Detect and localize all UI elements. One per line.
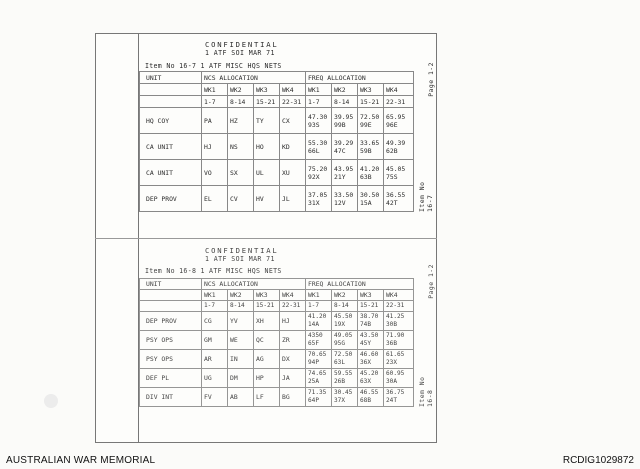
- table-row: [140, 312, 414, 331]
- freq-range: 8-14: [332, 96, 358, 108]
- section-divider: [95, 238, 437, 239]
- ncs-cell: XH: [254, 312, 280, 331]
- ncs-cell: DX: [280, 350, 306, 369]
- ncs-cell: TY: [254, 108, 280, 134]
- freq-cell: 55.30 66L: [306, 134, 332, 160]
- freq-cell: 43.50 45Y: [358, 331, 384, 350]
- ncs-cell: HP: [254, 369, 280, 388]
- table-row: [140, 350, 414, 369]
- freq-cell: 43.95 21Y: [332, 160, 358, 186]
- unit-cell: PSY OPS: [140, 331, 202, 350]
- freq-cell: 75.20 92X: [306, 160, 332, 186]
- table-row: [140, 134, 414, 160]
- ncs-cell: SX: [228, 160, 254, 186]
- freq-col-wk1: WK1: [306, 84, 332, 96]
- table-row: [140, 160, 414, 186]
- header-blank: [140, 96, 202, 108]
- freq-col-wk2: WK2: [332, 290, 358, 301]
- freq-cell: 41.20 14A: [306, 312, 332, 331]
- header-unit: UNIT: [140, 72, 202, 84]
- ncs-cell: KD: [280, 134, 306, 160]
- ncs-cell: FV: [202, 388, 228, 407]
- unit-cell: DIV INT: [140, 388, 202, 407]
- page-marker: Page 1-2: [427, 62, 435, 97]
- freq-cell: 33.50 12V: [332, 186, 358, 212]
- ncs-range: 8-14: [228, 301, 254, 312]
- allocation-table: [139, 278, 414, 407]
- ncs-col-wk3: WK3: [254, 290, 280, 301]
- freq-cell: 36.55 42T: [384, 186, 414, 212]
- ncs-cell: VO: [202, 160, 228, 186]
- classification-heading: CONFIDENTIAL: [205, 40, 279, 49]
- ncs-cell: QC: [254, 331, 280, 350]
- ncs-cell: LF: [254, 388, 280, 407]
- soi-section-16-7: [139, 40, 437, 212]
- unit-cell: DEP PROV: [140, 312, 202, 331]
- item-side-label: Item No 16-8: [418, 376, 434, 407]
- ncs-cell: HO: [254, 134, 280, 160]
- unit-cell: CA UNIT: [140, 134, 202, 160]
- freq-cell: 49.05 95G: [332, 331, 358, 350]
- ncs-range: 22-31: [280, 96, 306, 108]
- freq-cell: 60.95 30A: [384, 369, 414, 388]
- freq-cell: 71.90 36B: [384, 331, 414, 350]
- table-row: [140, 388, 414, 407]
- unit-cell: DEP PROV: [140, 186, 202, 212]
- ncs-range: 15-21: [254, 301, 280, 312]
- ncs-cell: DM: [228, 369, 254, 388]
- ncs-cell: ZR: [280, 331, 306, 350]
- freq-cell: 41.20 63B: [358, 160, 384, 186]
- freq-cell: 61.65 23X: [384, 350, 414, 369]
- ncs-cell: HJ: [280, 312, 306, 331]
- freq-range: 15-21: [358, 96, 384, 108]
- unit-cell: DEF PL: [140, 369, 202, 388]
- freq-col-wk1: WK1: [306, 290, 332, 301]
- header-blank: [140, 290, 202, 301]
- freq-cell: 49.39 62B: [384, 134, 414, 160]
- freq-cell: 74.65 25A: [306, 369, 332, 388]
- ncs-cell: CG: [202, 312, 228, 331]
- table-row: [140, 369, 414, 388]
- header-freq-allocation: FREQ ALLOCATION: [306, 279, 414, 290]
- unit-cell: PSY OPS: [140, 350, 202, 369]
- punch-hole: [44, 394, 58, 408]
- freq-col-wk2: WK2: [332, 84, 358, 96]
- ncs-range: 15-21: [254, 96, 280, 108]
- freq-cell: 4350 65F: [306, 331, 332, 350]
- ncs-cell: XU: [280, 160, 306, 186]
- freq-cell: 41.25 30B: [384, 312, 414, 331]
- freq-cell: 45.20 63X: [358, 369, 384, 388]
- page-marker: Page 1-2: [427, 264, 435, 299]
- ncs-col-wk2: WK2: [228, 84, 254, 96]
- freq-cell: 37.05 31X: [306, 186, 332, 212]
- ncs-cell: JA: [280, 369, 306, 388]
- ncs-cell: UL: [254, 160, 280, 186]
- freq-range: 15-21: [358, 301, 384, 312]
- freq-cell: 47.30 93S: [306, 108, 332, 134]
- freq-cell: 45.50 19X: [332, 312, 358, 331]
- ncs-range: 8-14: [228, 96, 254, 108]
- freq-cell: 33.65 59B: [358, 134, 384, 160]
- archive-credit: AUSTRALIAN WAR MEMORIAL: [6, 455, 156, 466]
- ncs-cell: WE: [228, 331, 254, 350]
- ncs-col-wk1: WK1: [202, 290, 228, 301]
- freq-range: 8-14: [332, 301, 358, 312]
- ncs-col-wk2: WK2: [228, 290, 254, 301]
- freq-range: 1-7: [306, 301, 332, 312]
- item-line: Item No 16-8 1 ATF MISC HQS NETS: [145, 267, 282, 275]
- ncs-cell: BG: [280, 388, 306, 407]
- soi-section-16-8: [139, 246, 437, 407]
- freq-col-wk3: WK3: [358, 84, 384, 96]
- freq-cell: 30.45 37X: [332, 388, 358, 407]
- header-freq-allocation: FREQ ALLOCATION: [306, 72, 414, 84]
- ncs-col-wk4: WK4: [280, 290, 306, 301]
- freq-cell: 59.55 26B: [332, 369, 358, 388]
- header-ncs-allocation: NCS ALLOCATION: [202, 279, 306, 290]
- item-line: Item No 16-7 1 ATF MISC HQS NETS: [145, 62, 282, 70]
- ncs-cell: HV: [254, 186, 280, 212]
- freq-col-wk4: WK4: [384, 290, 414, 301]
- item-side-label: Item No 16-7: [418, 181, 434, 212]
- ncs-cell: HZ: [228, 108, 254, 134]
- freq-cell: 72.50 99E: [358, 108, 384, 134]
- archive-id: RCDIG1029872: [562, 455, 634, 466]
- freq-cell: 70.65 94P: [306, 350, 332, 369]
- ncs-col-wk4: WK4: [280, 84, 306, 96]
- ncs-range: 1-7: [202, 96, 228, 108]
- ncs-cell: AR: [202, 350, 228, 369]
- freq-cell: 36.75 24T: [384, 388, 414, 407]
- freq-cell: 45.05 75S: [384, 160, 414, 186]
- table-row: [140, 186, 414, 212]
- header-blank: [140, 84, 202, 96]
- unit-cell: HQ COY: [140, 108, 202, 134]
- ncs-col-wk3: WK3: [254, 84, 280, 96]
- header-ncs-allocation: NCS ALLOCATION: [202, 72, 306, 84]
- ncs-cell: YV: [228, 312, 254, 331]
- ncs-range: 22-31: [280, 301, 306, 312]
- header-blank: [140, 301, 202, 312]
- freq-cell: 72.50 63L: [332, 350, 358, 369]
- ncs-cell: UG: [202, 369, 228, 388]
- ncs-cell: PA: [202, 108, 228, 134]
- ncs-cell: AB: [228, 388, 254, 407]
- unit-cell: CA UNIT: [140, 160, 202, 186]
- freq-cell: 71.35 64P: [306, 388, 332, 407]
- ncs-cell: JL: [280, 186, 306, 212]
- ncs-cell: CV: [228, 186, 254, 212]
- ncs-cell: AG: [254, 350, 280, 369]
- classification-heading: CONFIDENTIAL: [205, 246, 279, 255]
- table-row: [140, 331, 414, 350]
- soi-subheading: 1 ATF SOI MAR 71: [205, 49, 275, 57]
- freq-cell: 30.50 15A: [358, 186, 384, 212]
- freq-cell: 39.29 47C: [332, 134, 358, 160]
- ncs-cell: GM: [202, 331, 228, 350]
- freq-range: 22-31: [384, 301, 414, 312]
- freq-cell: 39.95 99B: [332, 108, 358, 134]
- freq-cell: 38.70 74B: [358, 312, 384, 331]
- ncs-cell: CX: [280, 108, 306, 134]
- freq-range: 1-7: [306, 96, 332, 108]
- ncs-range: 1-7: [202, 301, 228, 312]
- ncs-cell: HJ: [202, 134, 228, 160]
- freq-cell: 65.95 96E: [384, 108, 414, 134]
- ncs-cell: EL: [202, 186, 228, 212]
- allocation-table: [139, 71, 414, 212]
- ncs-cell: IN: [228, 350, 254, 369]
- soi-subheading: 1 ATF SOI MAR 71: [205, 255, 275, 263]
- freq-cell: 46.60 36X: [358, 350, 384, 369]
- header-unit: UNIT: [140, 279, 202, 290]
- freq-col-wk3: WK3: [358, 290, 384, 301]
- freq-range: 22-31: [384, 96, 414, 108]
- table-row: [140, 108, 414, 134]
- freq-col-wk4: WK4: [384, 84, 414, 96]
- freq-cell: 46.55 68B: [358, 388, 384, 407]
- ncs-cell: NS: [228, 134, 254, 160]
- ncs-col-wk1: WK1: [202, 84, 228, 96]
